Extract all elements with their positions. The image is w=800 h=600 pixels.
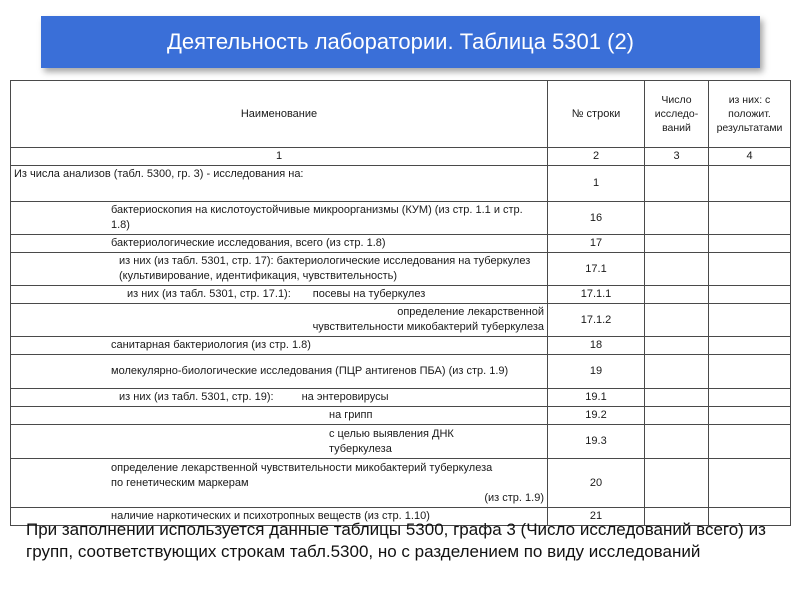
row-number: 17.1: [548, 253, 645, 286]
row-count-cell[interactable]: [645, 286, 709, 304]
row-count-cell[interactable]: [645, 389, 709, 407]
header-count: Число исследо-ваний: [645, 81, 709, 148]
header-name: Наименование: [11, 81, 548, 148]
lab-activity-table: [10, 80, 791, 526]
footnote-text: При заполнении используется данные таблицы 5300, графа 3 (Число исследований всего) из групп, соответствующих строкам табл.5300, но с разделением по виду исследований: [26, 520, 766, 561]
row-positive-cell[interactable]: [709, 286, 791, 304]
row-name: [11, 389, 548, 407]
row-count-cell[interactable]: [645, 304, 709, 337]
row-name: Из числа анализов (табл. 5300, гр. 3) - исследования на:: [11, 166, 548, 202]
table-row: [11, 459, 791, 508]
header-row: [11, 81, 791, 148]
col-number-2: 2: [548, 148, 645, 166]
table-row: [11, 286, 791, 304]
row-count-cell[interactable]: [645, 235, 709, 253]
row-positive-cell[interactable]: [709, 337, 791, 355]
row-name: бактериологические исследования, всего (из стр. 1.8): [11, 235, 548, 253]
row-number: 17: [548, 235, 645, 253]
row-name: наличие наркотических и психотропных веществ (из стр. 1.10): [11, 508, 548, 526]
table-row: [11, 202, 791, 235]
row-number: 17.1.1: [548, 286, 645, 304]
row-positive-cell[interactable]: [709, 425, 791, 459]
row-number: 16: [548, 202, 645, 235]
title-banner: [41, 16, 760, 68]
row-number: 17.1.2: [548, 304, 645, 337]
table-row: [11, 425, 791, 459]
row-name-part-a: определение лекарственной чувствительности микобактерий туберкулеза по генетическим маркерам: [111, 461, 493, 489]
row-positive-cell[interactable]: [709, 235, 791, 253]
row-name: санитарная бактериология (из стр. 1.8): [11, 337, 548, 355]
col-number-1: 1: [11, 148, 548, 166]
table-row: [11, 337, 791, 355]
row-number: 19.3: [548, 425, 645, 459]
header-row-number: № строки: [548, 81, 645, 148]
row-count-cell[interactable]: [645, 253, 709, 286]
row-number: 21: [548, 508, 645, 526]
header-positive: из них: с положит. результатами: [709, 81, 791, 148]
row-count-cell[interactable]: [645, 459, 709, 508]
row-name: определение лекарственной чувствительности микобактерий туберкулеза: [11, 304, 548, 337]
row-count-cell[interactable]: [645, 355, 709, 389]
row-name: бактериоскопия на кислотоустойчивые микроорганизмы (КУМ) (из стр. 1.1 и стр. 1.8): [11, 202, 548, 235]
row-positive-cell[interactable]: [709, 253, 791, 286]
row-name: с целью выявления ДНК туберкулеза: [11, 425, 548, 459]
row-number: 18: [548, 337, 645, 355]
row-name: на грипп: [11, 407, 548, 425]
page-title: Деятельность лаборатории. Таблица 5301 (2): [166, 29, 635, 54]
row-number: 1: [548, 166, 645, 202]
row-count-cell[interactable]: [645, 425, 709, 459]
table-row: [11, 166, 791, 202]
row-name-part-b: на энтеровирусы: [301, 391, 389, 403]
table-row: [11, 253, 791, 286]
row-count-cell[interactable]: [645, 202, 709, 235]
row-number: 19.2: [548, 407, 645, 425]
column-number-row: [11, 148, 791, 166]
row-positive-cell[interactable]: [709, 355, 791, 389]
row-name: молекулярно-биологические исследования (ПЦР антигенов ПБА) (из стр. 1.9): [11, 355, 548, 389]
row-positive-cell[interactable]: [709, 389, 791, 407]
row-name: [11, 286, 548, 304]
row-count-cell[interactable]: [645, 407, 709, 425]
table-row: [11, 389, 791, 407]
row-positive-cell[interactable]: [709, 407, 791, 425]
row-positive-cell[interactable]: [709, 166, 791, 202]
row-number: 20: [548, 459, 645, 508]
col-number-3: 3: [645, 148, 709, 166]
row-name-part-a: из них (из табл. 5301, стр. 17.1):: [127, 288, 291, 300]
table-row: [11, 407, 791, 425]
row-positive-cell[interactable]: [709, 304, 791, 337]
row-positive-cell[interactable]: [709, 202, 791, 235]
row-count-cell[interactable]: [645, 166, 709, 202]
row-number: 19.1: [548, 389, 645, 407]
row-number: 19: [548, 355, 645, 389]
table-row: [11, 355, 791, 389]
col-number-4: 4: [709, 148, 791, 166]
row-positive-cell[interactable]: [709, 459, 791, 508]
row-name-part-b: посевы на туберкулез: [312, 288, 426, 300]
row-name: из них (из табл. 5301, стр. 17): бактериологические исследования на туберкулез (культивирование, идентификация, чувствительность): [11, 253, 548, 286]
row-name-part-a: из них (из табл. 5301, стр. 19):: [119, 391, 274, 403]
table-row: [11, 235, 791, 253]
row-name: [11, 459, 548, 508]
row-name-part-b: (из стр. 1.9): [484, 491, 544, 504]
table-row: [11, 304, 791, 337]
row-count-cell[interactable]: [645, 337, 709, 355]
